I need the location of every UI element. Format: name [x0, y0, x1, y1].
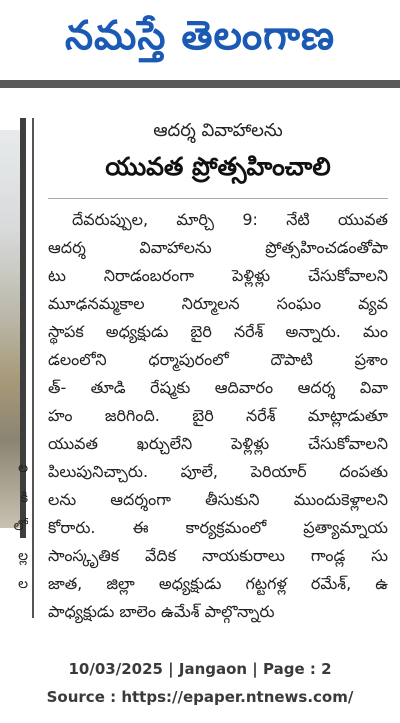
column-divider [32, 118, 34, 618]
article-body-line: హం జరిగింది. బైరి నరేశ్ మాట్లాడుతూ [48, 406, 388, 425]
article-body-line: దేవరుప్పుల, మార్చి 9: నేటి యువత [72, 210, 388, 229]
masthead-title: నమస్తే తెలంగాణ [64, 12, 336, 59]
article-body-line: ఆదర్శ వివాహాలను ప్రోత్సహించడంతోపా [48, 238, 388, 257]
previous-column-text: ల [18, 576, 28, 592]
headline-divider [48, 198, 388, 199]
previous-column-fragment [0, 98, 30, 638]
previous-column-text: లో [13, 518, 28, 534]
article-body-line: టు నిరాడంబరంగా పెళ్లిళ్లు చేసుకోవాలని [48, 266, 388, 285]
previous-column-text: కి [20, 490, 28, 506]
source-url: Source : https://epaper.ntnews.com/ [46, 688, 354, 706]
article-body-line: పిలుపునిచ్చారు. పూలే, పెరియార్ దంపతు [48, 462, 388, 481]
source-footer [0, 655, 400, 711]
previous-column-text: ల్ల [18, 548, 28, 564]
article-body-line: సాంస్కృతిక వేదిక నాయకురాలు గాండ్ల సు [48, 546, 388, 565]
article-body-line: స్థాపక అధ్యక్షుడు బైరి నరేశ్ అన్నారు. మం [48, 322, 388, 341]
date-edition-page: 10/03/2025 | Jangaon | Page : 2 [68, 660, 332, 678]
article-body-line: డలంలోని ధర్మాపురంలో దౌపాటి ప్రశాం [48, 350, 388, 369]
article-body-line: పాధ్యక్షుడు బాలెం ఉమేశ్ పాల్గొన్నారు [48, 602, 275, 621]
article-kicker: ఆదర్శ వివాహాలను [153, 120, 283, 141]
article-body-line: లను ఆదర్శంగా తీసుకుని ముందుకెళ్లాలని [48, 490, 388, 509]
masthead-divider [0, 80, 400, 88]
article-body-line: త్- తూడి రేష్మకు ఆదివారం ఆదర్శ వివా [48, 378, 388, 397]
newspaper-masthead [0, 0, 400, 98]
article-body-line: యువత ఖర్చులేని పెళ్లిళ్లు చేసుకోవాలని [48, 434, 388, 453]
article-clipping [0, 98, 400, 638]
article-headline: యువత ప్రోత్సహించాలి [105, 152, 331, 181]
article-body-line: జాత, జిల్లా అధ్యక్షుడు గట్టగళ్ల రమేశ్, ఉ [48, 574, 388, 593]
article-body-line: మూఢనమ్మకాల నిర్మూలన సంఘం వ్యవ [48, 294, 388, 313]
previous-column-text: ల [18, 460, 28, 476]
article-body-line: కోరారు. ఈ కార్యక్రమంలో ప్రత్యామ్నాయ [48, 518, 388, 537]
